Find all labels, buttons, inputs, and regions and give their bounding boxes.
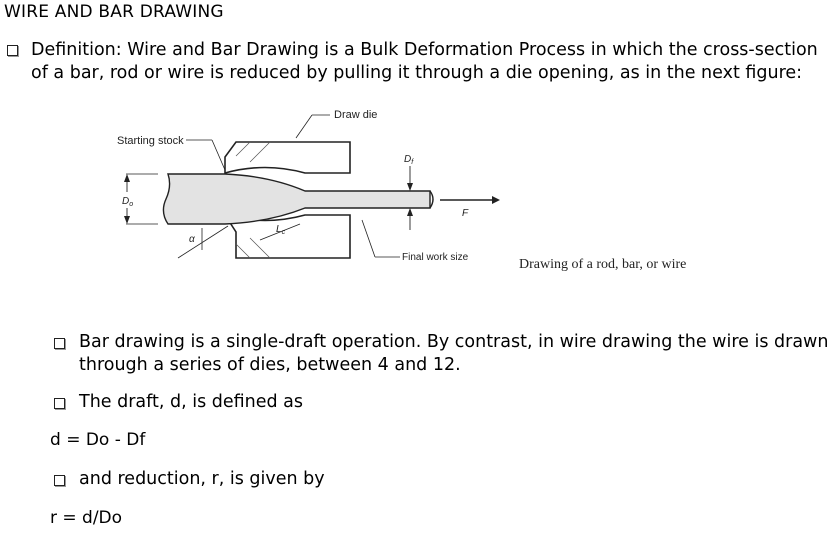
bullet-icon	[7, 45, 18, 56]
label-starting-stock: Starting stock	[117, 135, 184, 147]
formula-draft: d = Do - Df	[50, 430, 146, 450]
label-draw-die: Draw die	[334, 109, 378, 121]
bullet-icon	[54, 338, 65, 349]
wire-drawing-diagram	[100, 100, 510, 275]
bullet-3-text: and reduction, r, is given by	[79, 469, 325, 489]
label-alpha: α	[189, 234, 195, 245]
label-final-work-size: Final work size	[402, 252, 469, 263]
label-df: D	[404, 154, 412, 165]
page-title: WIRE AND BAR DRAWING	[4, 2, 224, 22]
formula-reduction: r = d/Do	[50, 508, 123, 528]
bullet-icon	[54, 398, 65, 409]
bullet-1-line-1: Bar drawing is a single-draft operation. By contrast, in wire drawing the wire is drawn	[79, 332, 829, 352]
svg-text:Do: $D_o$	[122, 196, 134, 208]
svg-text:Df: $D_f$	[404, 154, 414, 166]
label-force: F	[462, 208, 469, 219]
definition-line-2: of a bar, rod or wire is reduced by pulling it through a die opening, as in the next figure:	[31, 63, 803, 83]
figure-caption: Drawing of a rod, bar, or wire	[519, 257, 687, 272]
bullet-icon	[54, 475, 65, 486]
bullet-2-text: The draft, d, is defined as	[79, 392, 304, 412]
definition-line-1: Definition: Wire and Bar Drawing is a Bulk Deformation Process in which the cross-section	[31, 40, 818, 60]
bullet-1-line-2: through a series of dies, between 4 and 12.	[79, 355, 461, 375]
svg-text:Lc: $L_c$	[276, 224, 286, 236]
label-lc: L	[276, 224, 282, 235]
label-do: D	[122, 196, 130, 207]
upper-die	[225, 142, 350, 173]
